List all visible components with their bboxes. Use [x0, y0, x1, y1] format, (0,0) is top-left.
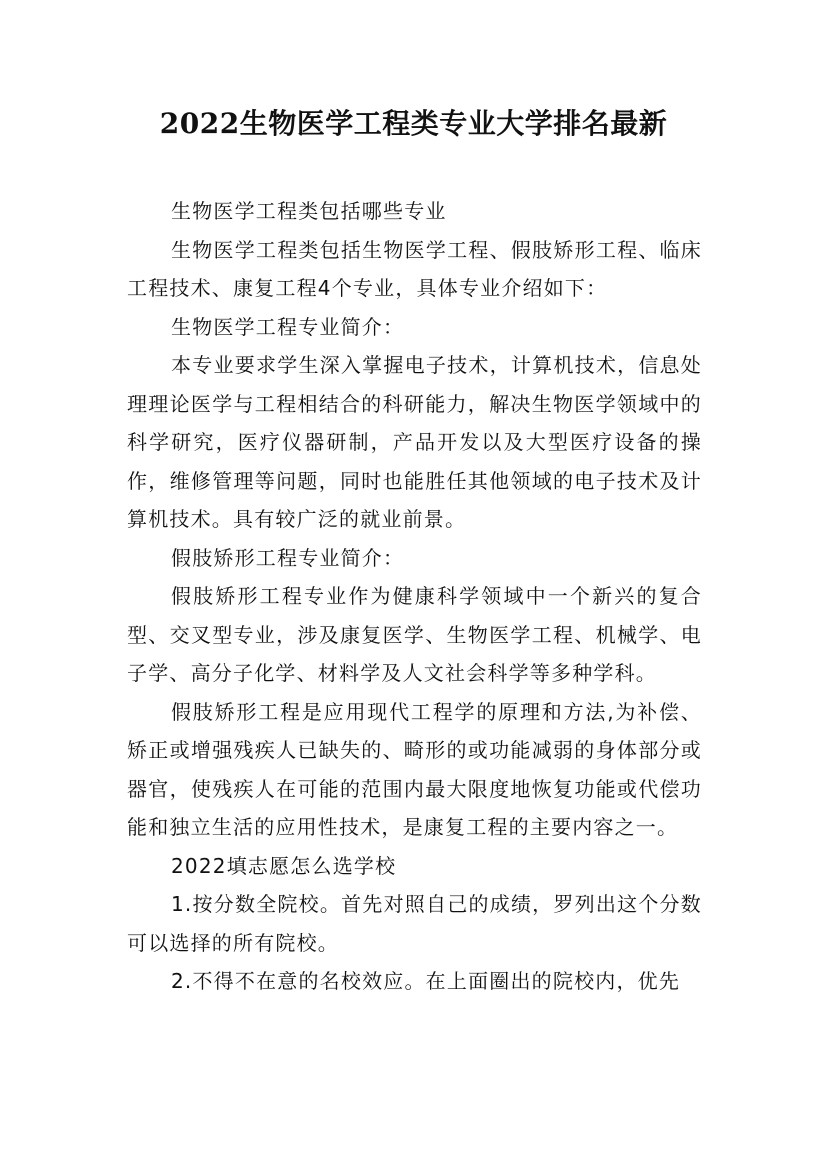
paragraph-section-heading: 生物医学工程类包括哪些专业 [171, 199, 447, 223]
document-body [127, 192, 702, 1001]
paragraph-section-heading: 2022填志愿怎么选学校 [171, 853, 397, 878]
document-title: 2022生物医学工程类专业大学排名最新 [159, 107, 668, 140]
paragraph-section-heading: 生物医学工程专业简介： [171, 314, 405, 339]
paragraph-list-item: 2.不得不在意的名校效应。在上面圈出的院校内，优先 [171, 969, 681, 993]
paragraph-section-heading: 假肢矫形工程专业简介： [171, 545, 405, 570]
paragraph-list-item: 1.按分数全院校。首先对照自己的成绩，罗列出这个分数可以选择的所有院校。 [127, 892, 702, 955]
paragraph: 本专业要求学生深入掌握电子技术，计算机技术，信息处理理论医学与工程相结合的科研能力，解决生物医学领域中的科学研究，医疗仪器研制，产品开发以及大型医疗设备的操作，维修管理等问题，同时也能胜任其他领域的电子技术及计算机技术。具有较广泛的就业前景。 [127, 353, 702, 531]
paragraph: 假肢矫形工程专业作为健康科学领域中一个新兴的复合型、交叉型专业，涉及康复医学、生物医学工程、机械学、电子学、高分子化学、材料学及人文社会科学等多种学科。 [127, 584, 702, 685]
paragraph: 假肢矫形工程是应用现代工程学的原理和方法,为补偿、矫正或增强残疾人已缺失的、畸形的或功能减弱的身体部分或器官，使残疾人在可能的范围内最大限度地恢复功能或代偿功能和独立生活的应用性技术，是康复工程的主要内容之一。 [127, 699, 702, 839]
paragraph: 生物医学工程类包括生物医学工程、假肢矫形工程、临床工程技术、康复工程4个专业，具体专业介绍如下： [127, 237, 702, 300]
